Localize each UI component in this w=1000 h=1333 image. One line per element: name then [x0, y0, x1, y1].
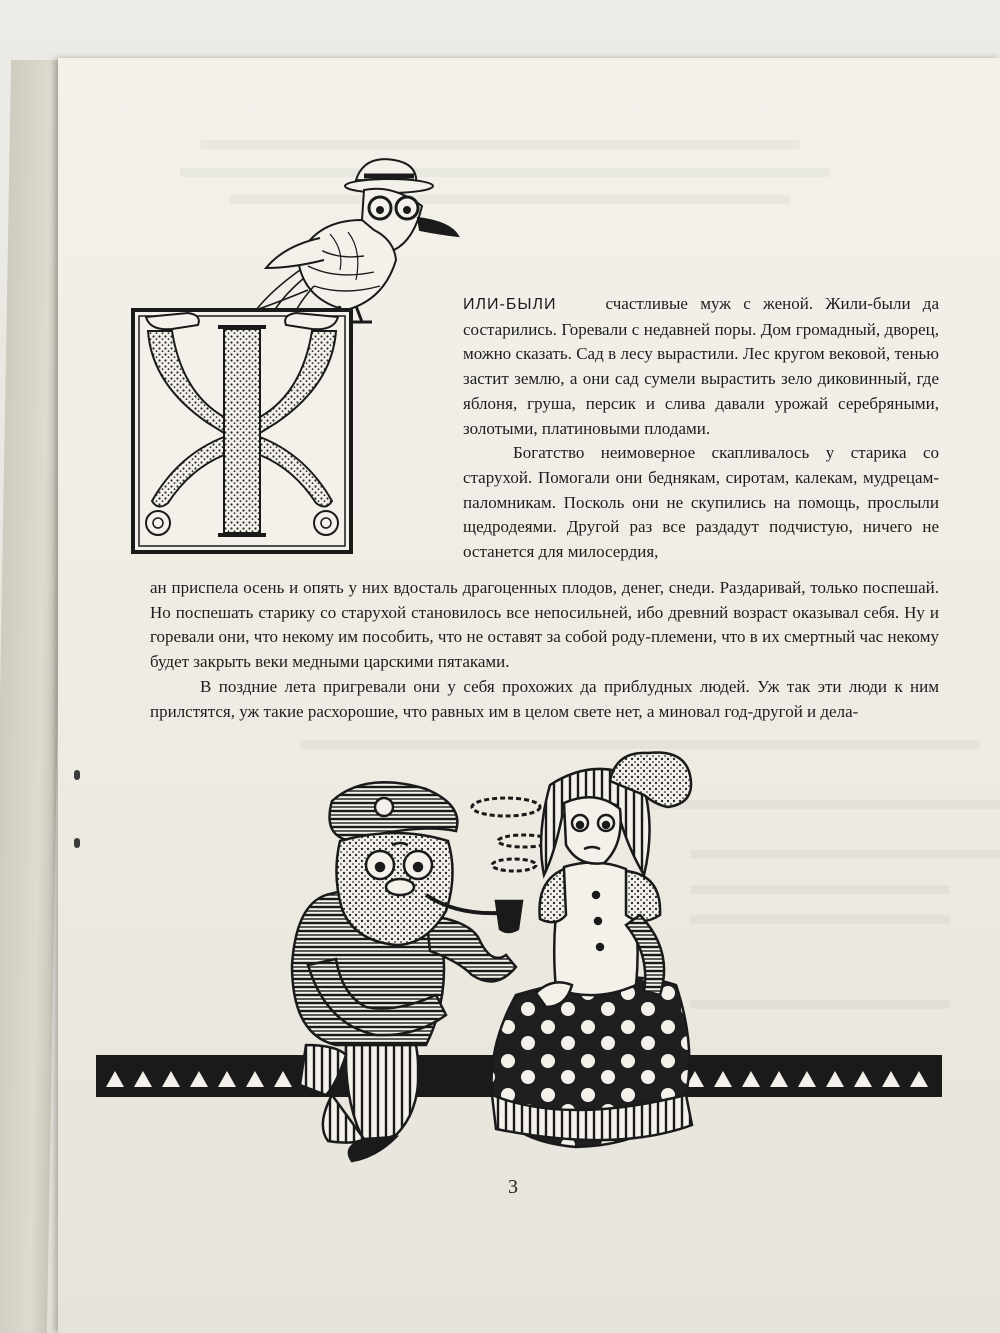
wide-text-block	[150, 576, 939, 724]
binding-staple	[74, 838, 80, 848]
paragraph-2-start: Богатство неимоверное скапливалось у старика со старухой. Помогали они беднякам, сиротам, калекам, мудрецам-паломникам. Посколь они не скупились на помощь, прослыли щедродеями. Другой раз все раздадут подчистую, ничего не останется для милосердия,	[463, 443, 939, 562]
paragraph-lead-word: ИЛИ-БЫЛИ	[463, 296, 557, 313]
drop-cap-letter	[128, 305, 356, 557]
paragraph-1	[463, 292, 939, 441]
old-couple-illustration	[96, 745, 942, 1175]
old-woman-figure	[492, 752, 693, 1147]
drop-cap-glyph: Ж	[237, 437, 247, 448]
paragraph-1-text: счастливые муж с женой. Жили-были да состарились. Горевали с недавней поры. Дом громадный, дворец, можно сказать. Сад в лесу вырастили. Лес кругом вековой, тенью застит землю, а они сад сумели вырастить зело диковинный, где яблоня, груша, персик и слива давали урожай серебряными, золотыми, платиновыми плодами.	[463, 294, 939, 438]
bird-in-hat-illustration	[244, 150, 464, 325]
paragraph-3: В поздние лета пригревали они у себя прохожих да приблудных людей. Уж так эти люди к ним прилстятся, уж такие расхорошие, что равных им в целом свете нет, а миновал год-другой и дела-	[150, 676, 939, 721]
binding-staple	[74, 770, 80, 780]
narrow-text-block	[463, 292, 939, 565]
old-man-figure	[292, 782, 522, 1161]
page-number: 3	[508, 1176, 518, 1198]
paragraph-2-end: ан приспела осень и опять у них вдосталь драгоценных плодов, денег, снеди. Раздаривай, только поспешай. Но поспешать старику со старухой становилось все непосильней, ибо древний возраст оказывал себя. Ну и горевали они, что некому им пособить, что не оставят за собой роду-племени, что в их смертный час некому будет закрыть веки медными царскими пятаками.	[150, 578, 939, 672]
